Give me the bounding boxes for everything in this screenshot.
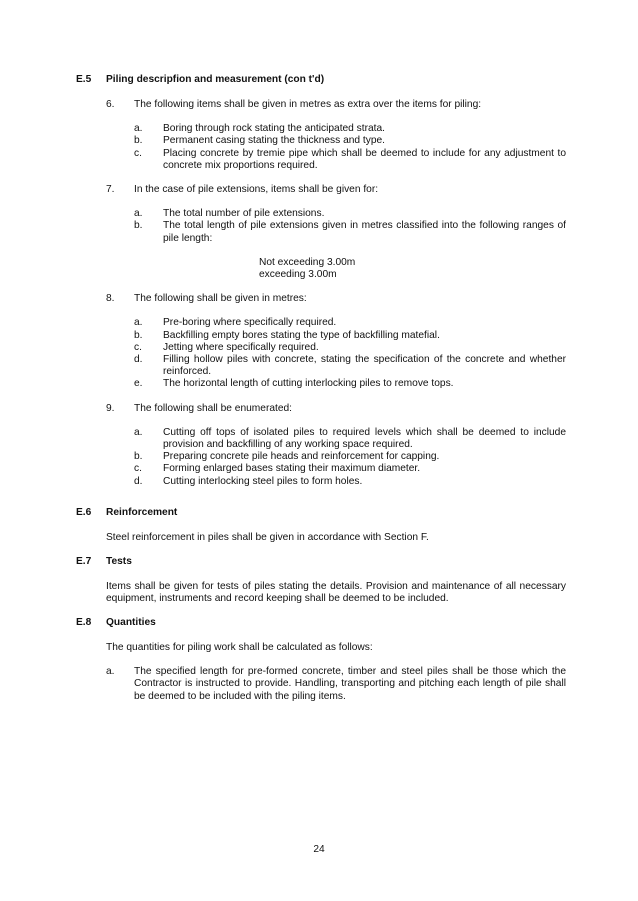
list-item — [76, 403, 566, 415]
section-e6 — [76, 507, 566, 544]
list-item — [76, 99, 566, 111]
sub-item — [76, 330, 566, 342]
sub-item-letter: d. — [134, 475, 143, 487]
item-text: The specified length for pre-formed concrete, timber and steel piles shall be those which the Contractor is instructed to provide. Handling, transporting and pitching each length of pile shall be deemed to be included with the piling items. — [134, 666, 566, 702]
sub-item-letter: a. — [134, 317, 143, 329]
item-text: The following shall be given in metres: — [134, 293, 307, 305]
sub-item-text: Pre-boring where specifically required. — [163, 317, 337, 329]
sub-item-text: Permanent casing stating the thickness and type. — [163, 135, 385, 147]
sub-item-letter: a. — [134, 123, 143, 135]
section-paragraph: Items shall be given for tests of piles stating the details. Provision and maintenance of all necessary equipment, instruments and record keeping shall be deemed to be included. — [106, 581, 566, 605]
section-e7 — [76, 556, 566, 605]
sub-item — [76, 317, 566, 329]
section-number: E.7 — [76, 556, 92, 567]
page-number: 24 — [313, 844, 325, 855]
sub-item — [76, 463, 566, 475]
sub-item-text: Preparing concrete pile heads and reinforcement for capping. — [163, 451, 440, 463]
sub-item-letter: e. — [134, 378, 143, 390]
sub-item — [76, 378, 566, 390]
sub-item-text: Boring through rock stating the anticipated strata. — [163, 123, 385, 135]
sub-item-letter: b. — [134, 220, 143, 232]
sub-item-letter: b. — [134, 135, 143, 147]
item-number: 6. — [106, 99, 115, 110]
section-heading — [76, 556, 566, 569]
sub-item-text: The total length of pile extensions given in metres classified into the following ranges of pile length: — [163, 220, 566, 244]
sub-item — [76, 148, 566, 172]
item-text: The following shall be enumerated: — [134, 402, 293, 414]
sub-item — [76, 354, 566, 378]
sub-item-letter: b. — [134, 329, 143, 341]
section-heading — [76, 507, 566, 520]
range-line: Not exceeding 3.00m — [259, 256, 356, 268]
sub-item — [76, 451, 566, 463]
item-text: The following items shall be given in metres as extra over the items for piling: — [134, 99, 482, 110]
sub-item-letter: a. — [134, 208, 143, 220]
section-e8 — [76, 617, 566, 703]
item-letter: a. — [106, 666, 115, 678]
sub-item — [76, 427, 566, 451]
sub-item-letter: c. — [134, 341, 142, 353]
section-title: Reinforcement — [106, 507, 178, 518]
sub-item — [76, 220, 566, 244]
sub-item-text: Backfilling empty bores stating the type of backfilling matefial. — [163, 329, 440, 341]
sub-item-text: Cutting interlocking steel piles to form holes. — [163, 475, 363, 487]
section-title: Tests — [106, 556, 132, 567]
sub-item — [76, 476, 566, 488]
list-item — [76, 666, 566, 703]
item-number: 8. — [106, 293, 115, 305]
sub-item-letter: d. — [134, 354, 143, 366]
list-item — [76, 293, 566, 305]
section-e5 — [76, 74, 566, 488]
sub-item — [76, 208, 566, 220]
section-paragraph: Steel reinforcement in piles shall be given in accordance with Section F. — [106, 532, 429, 543]
sub-item-text: Placing concrete by tremie pipe which shall be deemed to include for any adjustment to concrete mix proportions required. — [163, 147, 566, 171]
item-text: In the case of pile extensions, items shall be given for: — [134, 184, 379, 196]
sub-item-text: Jetting where specifically required. — [163, 341, 319, 353]
sub-item-letter: a. — [134, 426, 143, 438]
item-number: 7. — [106, 184, 115, 196]
section-title: Piling descripfion and measurement (con t'd) — [106, 74, 325, 85]
section-title: Quantities — [106, 617, 156, 628]
section-number: E.6 — [76, 507, 92, 518]
sub-item-letter: b. — [134, 451, 143, 463]
sub-item-text: The total number of pile extensions. — [163, 208, 325, 220]
section-number: E.8 — [76, 617, 92, 628]
section-number: E.5 — [76, 74, 92, 85]
sub-item-text: Cutting off tops of isolated piles to required levels which shall be deemed to include provision and backfilling of any working space required. — [163, 426, 566, 451]
item-number: 9. — [106, 402, 115, 414]
sub-item-text: Filling hollow piles with concrete, stating the specification of the concrete and whether reinforced. — [163, 354, 566, 378]
sub-item-text: Forming enlarged bases stating their maximum diameter. — [163, 463, 421, 475]
section-paragraph: The quantities for piling work shall be calculated as follows: — [106, 642, 373, 653]
list-item — [76, 184, 566, 196]
section-heading — [76, 617, 566, 630]
sub-item-text: The horizontal length of cutting interlocking piles to remove tops. — [163, 378, 454, 390]
section-heading — [76, 74, 566, 87]
range-line: exceeding 3.00m — [259, 269, 337, 281]
sub-item — [76, 135, 566, 147]
sub-item-letter: c. — [134, 463, 142, 475]
sub-item-letter: c. — [134, 147, 142, 159]
sub-item — [76, 342, 566, 354]
sub-item — [76, 123, 566, 135]
